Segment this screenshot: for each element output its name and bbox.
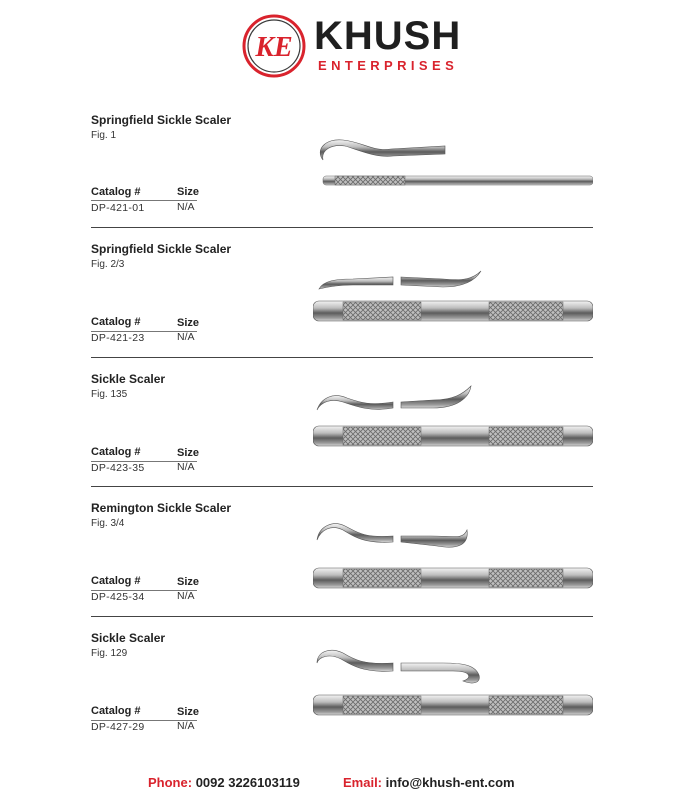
single-ended-scaler-image (313, 132, 593, 194)
catalog-header: Catalog # (91, 446, 141, 458)
double-ended-scaler-image (313, 647, 593, 719)
phone-label: Phone: (148, 775, 193, 790)
size-header: Size (177, 317, 200, 329)
size-value: N/A (177, 201, 195, 213)
catalog-header: Catalog # (91, 705, 141, 717)
double-ended-scaler-image (313, 265, 593, 325)
size-value: N/A (177, 590, 195, 602)
catalog-header: Catalog # (91, 575, 141, 587)
product-title: Sickle Scaler (91, 631, 166, 645)
product-title: Remington Sickle Scaler (91, 501, 232, 515)
email-label: Email: (343, 775, 383, 790)
catalog-header: Catalog # (91, 316, 141, 328)
section-divider (91, 486, 593, 487)
product-figure: Fig. 129 (91, 648, 128, 659)
product-figure: Fig. 135 (91, 389, 128, 400)
size-header: Size (177, 186, 200, 198)
size-header: Size (177, 447, 200, 459)
catalog-number: DP-427-29 (91, 721, 145, 733)
phone-number[interactable]: 0092 3226103119 (195, 775, 300, 790)
catalog-header: Catalog # (91, 186, 141, 198)
catalog-number: DP-425-34 (91, 591, 145, 603)
section-divider (91, 357, 593, 358)
email-address[interactable]: info@khush-ent.com (385, 775, 515, 790)
ke-monogram-badge (242, 14, 306, 78)
brand-name: KHUSH (314, 14, 462, 58)
catalog-number: DP-423-35 (91, 462, 145, 474)
brand-monogram: KE (255, 32, 293, 63)
phone-contact[interactable] (148, 775, 300, 790)
size-value: N/A (177, 461, 195, 473)
product-title: Sickle Scaler (91, 372, 166, 386)
product-figure: Fig. 1 (91, 130, 117, 141)
email-contact[interactable] (343, 775, 515, 790)
catalog-number: DP-421-23 (91, 332, 145, 344)
product-figure: Fig. 2/3 (91, 259, 125, 270)
section-divider (91, 227, 593, 228)
catalog-number: DP-421-01 (91, 202, 145, 214)
size-value: N/A (177, 331, 195, 343)
product-figure: Fig. 3/4 (91, 518, 125, 529)
double-ended-scaler-image (313, 384, 593, 454)
size-value: N/A (177, 720, 195, 732)
brand-logo (242, 12, 462, 78)
product-title: Springfield Sickle Scaler (91, 242, 232, 256)
brand-subtitle: ENTERPRISES (318, 58, 459, 73)
section-divider (91, 616, 593, 617)
product-title: Springfield Sickle Scaler (91, 113, 232, 127)
double-ended-scaler-image (313, 516, 593, 592)
size-header: Size (177, 576, 200, 588)
size-header: Size (177, 706, 200, 718)
